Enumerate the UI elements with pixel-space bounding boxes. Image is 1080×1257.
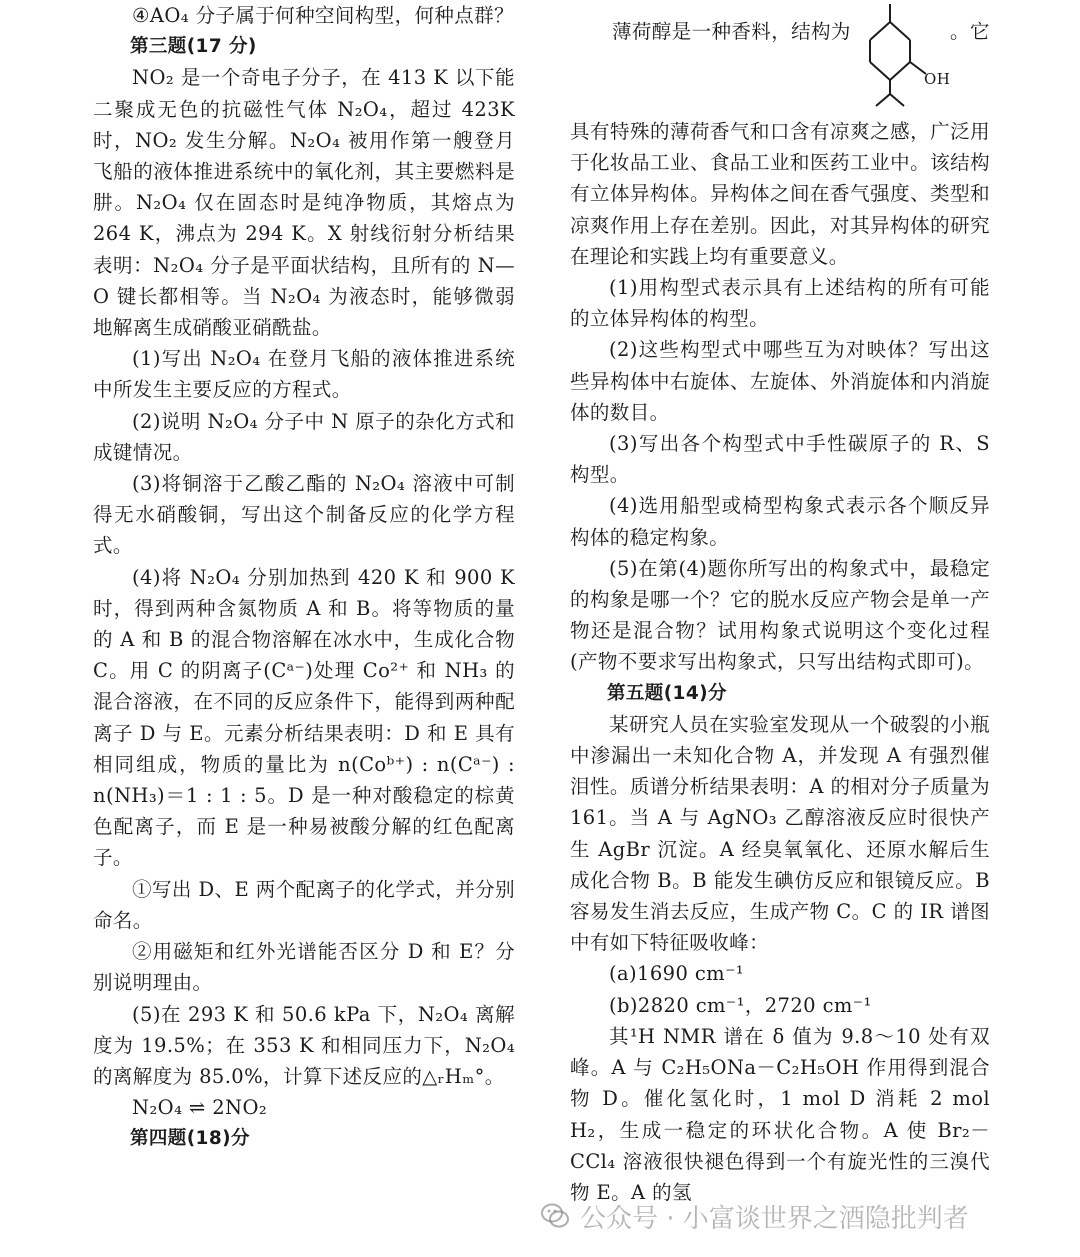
- paragraph: (2)这些构型式中哪些互为对映体？写出这些异构体中右旋体、左旋体、外消旋体和内消旋体的数目。: [570, 338, 990, 424]
- paragraph: (b)2820 cm⁻¹，2720 cm⁻¹: [609, 993, 872, 1017]
- menthol-structure-diagram: [860, 0, 950, 112]
- paragraph: (a)1690 cm⁻¹: [609, 962, 744, 986]
- paragraph: ④AO₄ 分子属于何种空间构型，何种点群？: [132, 4, 514, 27]
- menthol-structure-row: [570, 0, 990, 116]
- paragraph: 其¹H NMR 谱在 δ 值为 9.8～10 处有双峰。A 与 C₂H₅ONa－C₂H₅OH 作用得到混合物 D。催化氢化时，1 mol D 消耗 2 mol H₂，生成一稳定的环状化合物。A 使 Br₂－CCl₄ 溶液很快褪色得到一个有旋光性的三溴代物 E。A 的氢: [570, 1024, 990, 1204]
- section-heading: 第三题(17 分): [130, 36, 257, 58]
- right-column-body: [570, 116, 990, 1208]
- paragraph: (4)将 N₂O₄ 分别加热到 420 K 和 900 K 时，得到两种含氮物质 A 和 B。将等物质的量的 A 和 B 的混合物溶解在冰水中，生成化合物 C。用 C 的阴离子(Cᵃ⁻)处理 Co²⁺ 和 NH₃ 的混合溶液，在不同的反应条件下，能得到两种配离子 D 与 E。元素分析结果表明：D 和 E 具有相同组成，物质的量比为 n(Coᵇ⁺) : n(Cᵃ⁻) : n(NH₃)＝1 : 1 : 5。D 是一种对酸稳定的棕黄色配离子，而 E 是一种易被酸分解的红色配离子。: [93, 565, 515, 870]
- paragraph: (5)在第(4)题你所写出的构象式中，最稳定的构象是哪一个？它的脱水反应产物会是单一产物还是混合物？试用构象式说明这个变化过程(产物不要求写出构象式，只写出结构式即可)。: [570, 556, 990, 674]
- paragraph: ②用磁矩和红外光谱能否区分 D 和 E？分别说明理由。: [93, 940, 515, 995]
- section-heading: 第五题(14)分: [607, 682, 727, 704]
- paragraph: (5)在 293 K 和 50.6 kPa 下，N₂O₄ 离解度为 19.5%；在 353 K 和相同压力下，N₂O₄ 的离解度为 85.0%，计算下述反应的△ᵣHₘ°。: [93, 1002, 515, 1088]
- paragraph: (2)说明 N₂O₄ 分子中 N 原子的杂化方式和成键情况。: [93, 409, 515, 464]
- paragraph: NO₂ 是一个奇电子分子，在 413 K 以下能二聚成无色的抗磁性气体 N₂O₄，超过 423K 时，NO₂ 发生分解。N₂O₄ 被用作第一艘登月飞船的液体推进系统中的氧化剂，其主要燃料是肼。N₂O₄ 仅在固态时是纯净物质，其熔点为 264 K，沸点为 294 K。X 射线衍射分析结果表明：N₂O₄ 分子是平面状结构，且所有的 N—O 键长都相等。当 N₂O₄ 为液态时，能够微弱地解离生成硝酸亚硝酰盐。: [93, 66, 515, 340]
- paragraph: N₂O₄ ⇌ 2NO₂: [132, 1096, 268, 1120]
- left-column: [93, 0, 515, 1155]
- paragraph: ①写出 D、E 两个配离子的化学式，并分别命名。: [93, 877, 515, 932]
- paragraph: 某研究人员在实验室发现从一个破裂的小瓶中渗漏出一未知化合物 A，并发现 A 有强烈催泪性。质谱分析结果表明：A 的相对分子质量为 161。当 A 与 AgNO₃ 乙醇溶液反应时很快产生 AgBr 沉淀。A 经臭氧氧化、还原水解后生成化合物 B。B 能发生碘仿反应和银镜反应。B 容易发生消去反应，生成产物 C。C 的 IR 谱图中有如下特征吸收峰：: [570, 712, 990, 955]
- paragraph: (1)写出 N₂O₄ 在登月飞船的液体推进系统中所发生主要反应的方程式。: [93, 347, 515, 402]
- watermark: [540, 1194, 1060, 1238]
- wechat-icon: [540, 1201, 570, 1231]
- structure-tail-text: 。它: [950, 20, 990, 43]
- paragraph: (3)将铜溶于乙酸乙酯的 N₂O₄ 溶液中可制得无水硝酸铜，写出这个制备反应的化学方程式。: [93, 472, 515, 558]
- paragraph: (1)用构型式表示具有上述结构的所有可能的立体异构体的构型。: [570, 276, 990, 331]
- section-heading: 第四题(18)分: [130, 1128, 250, 1150]
- watermark-text: 公众号 · 小富谈世界之酒隐批判者: [580, 1203, 969, 1234]
- right-column: [570, 0, 990, 1208]
- oh-group-label: OH: [924, 70, 950, 88]
- paragraph: (4)选用船型或椅型构象式表示各个顺反异构体的稳定构象。: [570, 494, 990, 549]
- structure-intro-text: 薄荷醇是一种香料，结构为: [612, 20, 851, 43]
- paragraph: 具有特殊的薄荷香气和口含有凉爽之感，广泛用于化妆品工业、食品工业和医药工业中。该结构有立体异构体。异构体之间在香气强度、类型和凉爽作用上存在差别。因此，对其异构体的研究在理论和实践上均有重要意义。: [570, 120, 990, 268]
- paragraph: (3)写出各个构型式中手性碳原子的 R、S 构型。: [570, 432, 990, 487]
